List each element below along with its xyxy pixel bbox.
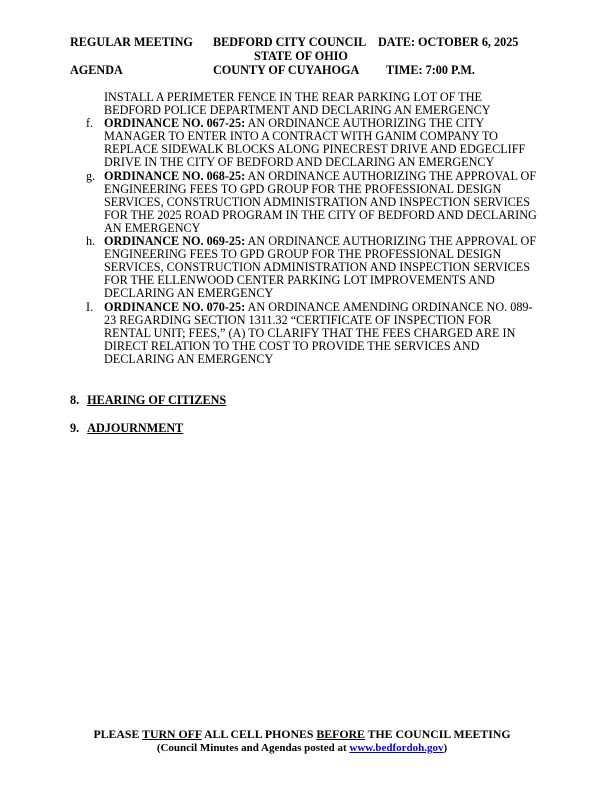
item-letter: h.	[86, 234, 96, 249]
ordinance-number: ORDINANCE NO. 070-25:	[104, 299, 246, 314]
notice-emphasis: BEFORE	[316, 727, 365, 741]
county-name: COUNTY OF CUYAHOGA	[213, 63, 360, 77]
section-title: HEARING OF CITIZENS	[87, 393, 227, 407]
website-link[interactable]: www.bedfordoh.gov	[349, 742, 444, 754]
list-item	[86, 116, 538, 170]
ordinance-text: AN ORDINANCE AUTHORIZING THE APPROVAL OF ENGINEERING FEES TO GPD GROUP FOR THE PROFESSIONAL DESIGN SERVICES, CONSTRUCTION ADMINISTRATION AND INSPECTION SERVICES FOR THE 2025 ROAD PROGRAM IN THE CITY OF BEDFORD AND DECLARING AN EMERGENCY	[104, 168, 537, 235]
council-name: BEDFORD CITY COUNCIL	[213, 35, 367, 49]
continued-item-text: INSTALL A PERIMETER FENCE IN THE REAR PARKING LOT OF THE BEDFORD POLICE DEPARTMENT AND DECLARING AN EMERGENCY	[104, 90, 491, 118]
ordinance-text: AN ORDINANCE AMENDING ORDINANCE NO. 089-23 REGARDING SECTION 1311.32 “CERTIFICATE OF INSPECTION FOR RENTAL UNIT; FEES,” (A) TO CLARIFY THAT THE FEES CHARGED ARE IN DIRECT RELATION TO THE COST TO PROVIDE THE SERVICES AND DECLARING AN EMERGENCY	[104, 299, 533, 366]
list-item	[86, 168, 538, 235]
continued-item	[104, 91, 538, 117]
agenda-items	[0, 91, 604, 366]
meeting-date: DATE: OCTOBER 6, 2025	[378, 35, 519, 49]
posted-text: (Council Minutes and Agendas posted at	[156, 742, 350, 754]
section-number: 9.	[70, 421, 80, 435]
notice-text: ALL CELL PHONES	[201, 727, 317, 741]
posted-notice	[0, 742, 604, 756]
item-letter: f.	[86, 116, 94, 131]
list-item	[86, 299, 538, 366]
section-hearing	[70, 393, 226, 407]
notice-emphasis: TURN OFF	[142, 727, 202, 741]
meeting-type: REGULAR MEETING	[70, 35, 193, 49]
item-letter: g.	[86, 168, 96, 183]
notice-text: THE COUNCIL MEETING	[364, 727, 511, 741]
section-title: ADJOURNMENT	[87, 421, 184, 435]
notice-text: PLEASE	[93, 727, 143, 741]
agenda-label: AGENDA	[70, 63, 123, 77]
posted-text: )	[443, 742, 448, 754]
ordinance-text: AN ORDINANCE AUTHORIZING THE APPROVAL OF ENGINEERING FEES TO GPD GROUP FOR THE PROFESSIONAL DESIGN SERVICES, CONSTRUCTION ADMINISTRATION AND INSPECTION SERVICES FOR THE ELLENWOOD CENTER PARKING LOT IMPROVEMENTS AND DECLARING AN EMERGENCY	[104, 234, 537, 301]
meeting-time: TIME: 7:00 P.M.	[386, 63, 475, 77]
cell-phone-notice	[0, 728, 604, 742]
section-number: 8.	[70, 393, 80, 407]
ordinance-number: ORDINANCE NO. 067-25:	[104, 116, 246, 131]
section-adjournment	[70, 421, 183, 435]
ordinance-text: AN ORDINANCE AUTHORIZING THE CITY MANAGER TO ENTER INTO A CONTRACT WITH GANIM COMPANY TO REPLACE SIDEWALK BLOCKS ALONG PINECREST DRIVE AND EDGECLIFF DRIVE IN THE CITY OF BEDFORD AND DECLARING AN EMERGENCY	[104, 116, 526, 170]
ordinance-number: ORDINANCE NO. 069-25:	[104, 234, 246, 249]
state-name: STATE OF OHIO	[254, 49, 348, 63]
item-letter: I.	[86, 299, 94, 314]
list-item	[86, 234, 538, 301]
ordinance-number: ORDINANCE NO. 068-25:	[104, 168, 246, 183]
